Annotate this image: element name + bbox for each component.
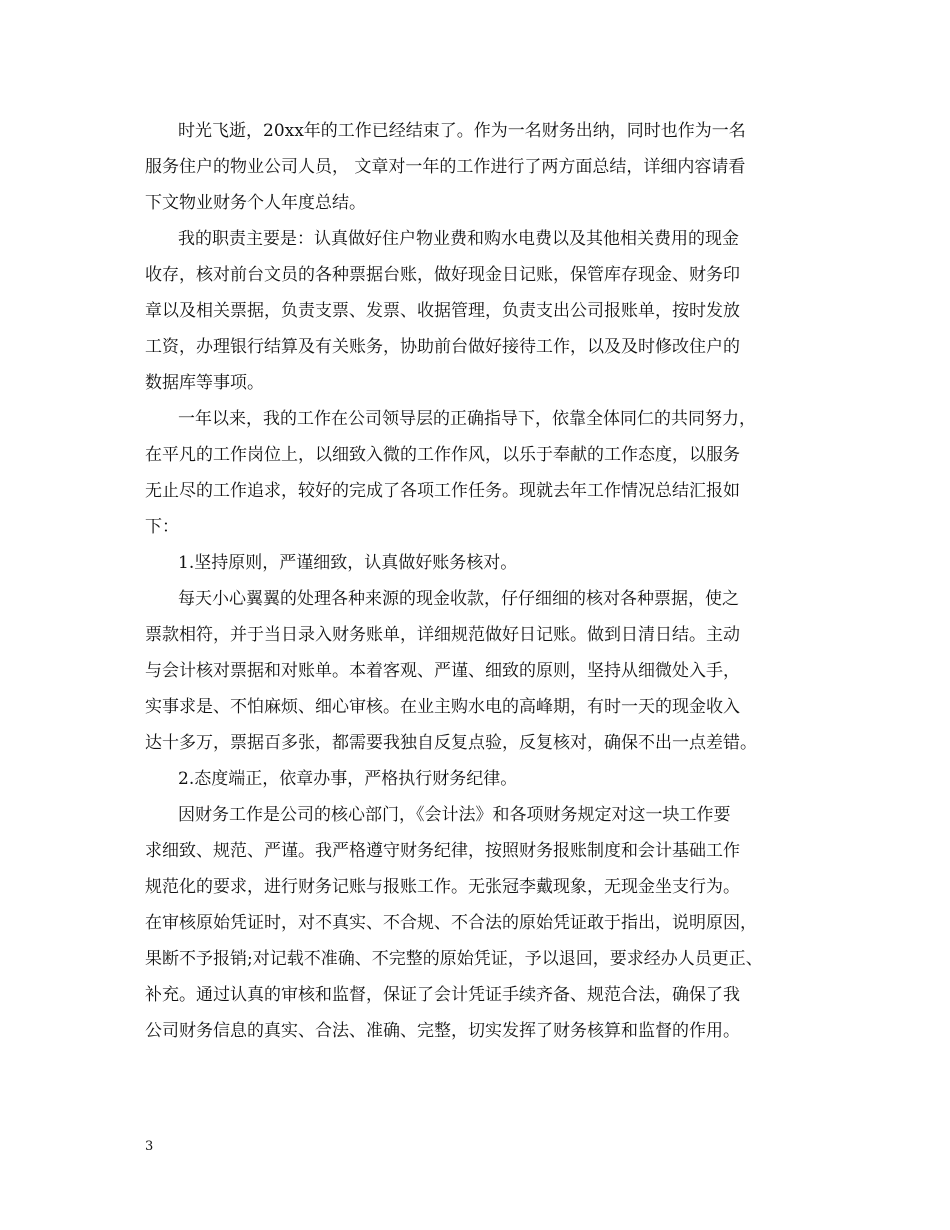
text-line: 公司财务信息的真实、合法、准确、完整，切实发挥了财务核算和监督的作用。 xyxy=(145,1021,740,1041)
text-line: 与会计核对票据和对账单。本着客观、严谨、细致的原则，坚持从细微处入手， xyxy=(145,661,740,681)
text-line: 一年以来，我的工作在公司领导层的正确指导下，依靠全体同仁的共同努力， xyxy=(178,409,756,429)
text-line: 时光飞逝，20xx年的工作已经结束了。作为一名财务出纳，同时也作为一名 xyxy=(178,121,746,141)
text-line: 达十多万，票据百多张，都需要我独自反复点验，反复核对，确保不出一点差错。 xyxy=(145,733,757,753)
text-line: 因财务工作是公司的核心部门，《会计法》和各项财务规定对这一块工作要 xyxy=(178,805,731,825)
text-line: 在审核原始凭证时，对不真实、不合规、不合法的原始凭证敢于指出，说明原因， xyxy=(145,913,757,933)
text-line: 章以及相关票据，负责支票、发票、收据管理，负责支出公司报账单，按时发放 xyxy=(145,301,740,321)
text-line: 我的职责主要是：认真做好住户物业费和购水电费以及其他相关费用的现金 xyxy=(178,229,739,249)
text-line: 下文物业财务个人年度总结。 xyxy=(145,193,366,213)
text-line: 下： xyxy=(145,517,179,537)
text-line: 数据库等事项。 xyxy=(145,373,264,393)
text-line: 在平凡的工作岗位上，以细致入微的工作作风，以乐于奉献的工作态度，以服务 xyxy=(145,445,740,465)
page-number: 3 xyxy=(145,1139,154,1154)
text-line: 收存，核对前台文员的各种票据台账，做好现金日记账，保管库存现金、财务印 xyxy=(145,265,740,285)
text-line: 每天小心翼翼的处理各种来源的现金收款，仔仔细细的核对各种票据，使之 xyxy=(178,589,739,609)
text-line: 服务住户的物业公司人员， 文章对一年的工作进行了两方面总结，详细内容请看 xyxy=(145,157,746,177)
text-line: 补充。通过认真的审核和监督，保证了会计凭证手续齐备、规范合法，确保了我 xyxy=(145,985,740,1005)
section-heading: 2.态度端正，依章办事，严格执行财务纪律。 xyxy=(178,769,518,789)
text-line: 工资，办理银行结算及有关账务，协助前台做好接待工作，以及及时修改住户的 xyxy=(145,337,740,357)
text-line: 求细致、规范、严谨。我严格遵守财务纪律，按照财务报账制度和会计基础工作 xyxy=(145,841,740,861)
text-line: 无止尽的工作追求，较好的完成了各项工作任务。现就去年工作情况总结汇报如 xyxy=(145,481,740,501)
text-line: 规范化的要求，进行财务记账与报账工作。无张冠李戴现象，无现金坐支行为。 xyxy=(145,877,740,897)
section-heading: 1.坚持原则，严谨细致，认真做好账务核对。 xyxy=(178,553,518,573)
text-line: 果断不予报销;对记载不准确、不完整的原始凭证，予以退回，要求经办人员更正、 xyxy=(145,949,763,969)
text-line: 票款相符，并于当日录入财务账单，详细规范做好日记账。做到日清日结。主动 xyxy=(145,625,740,645)
text-line: 实事求是、不怕麻烦、细心审核。在业主购水电的高峰期，有时一天的现金收入 xyxy=(145,697,740,717)
